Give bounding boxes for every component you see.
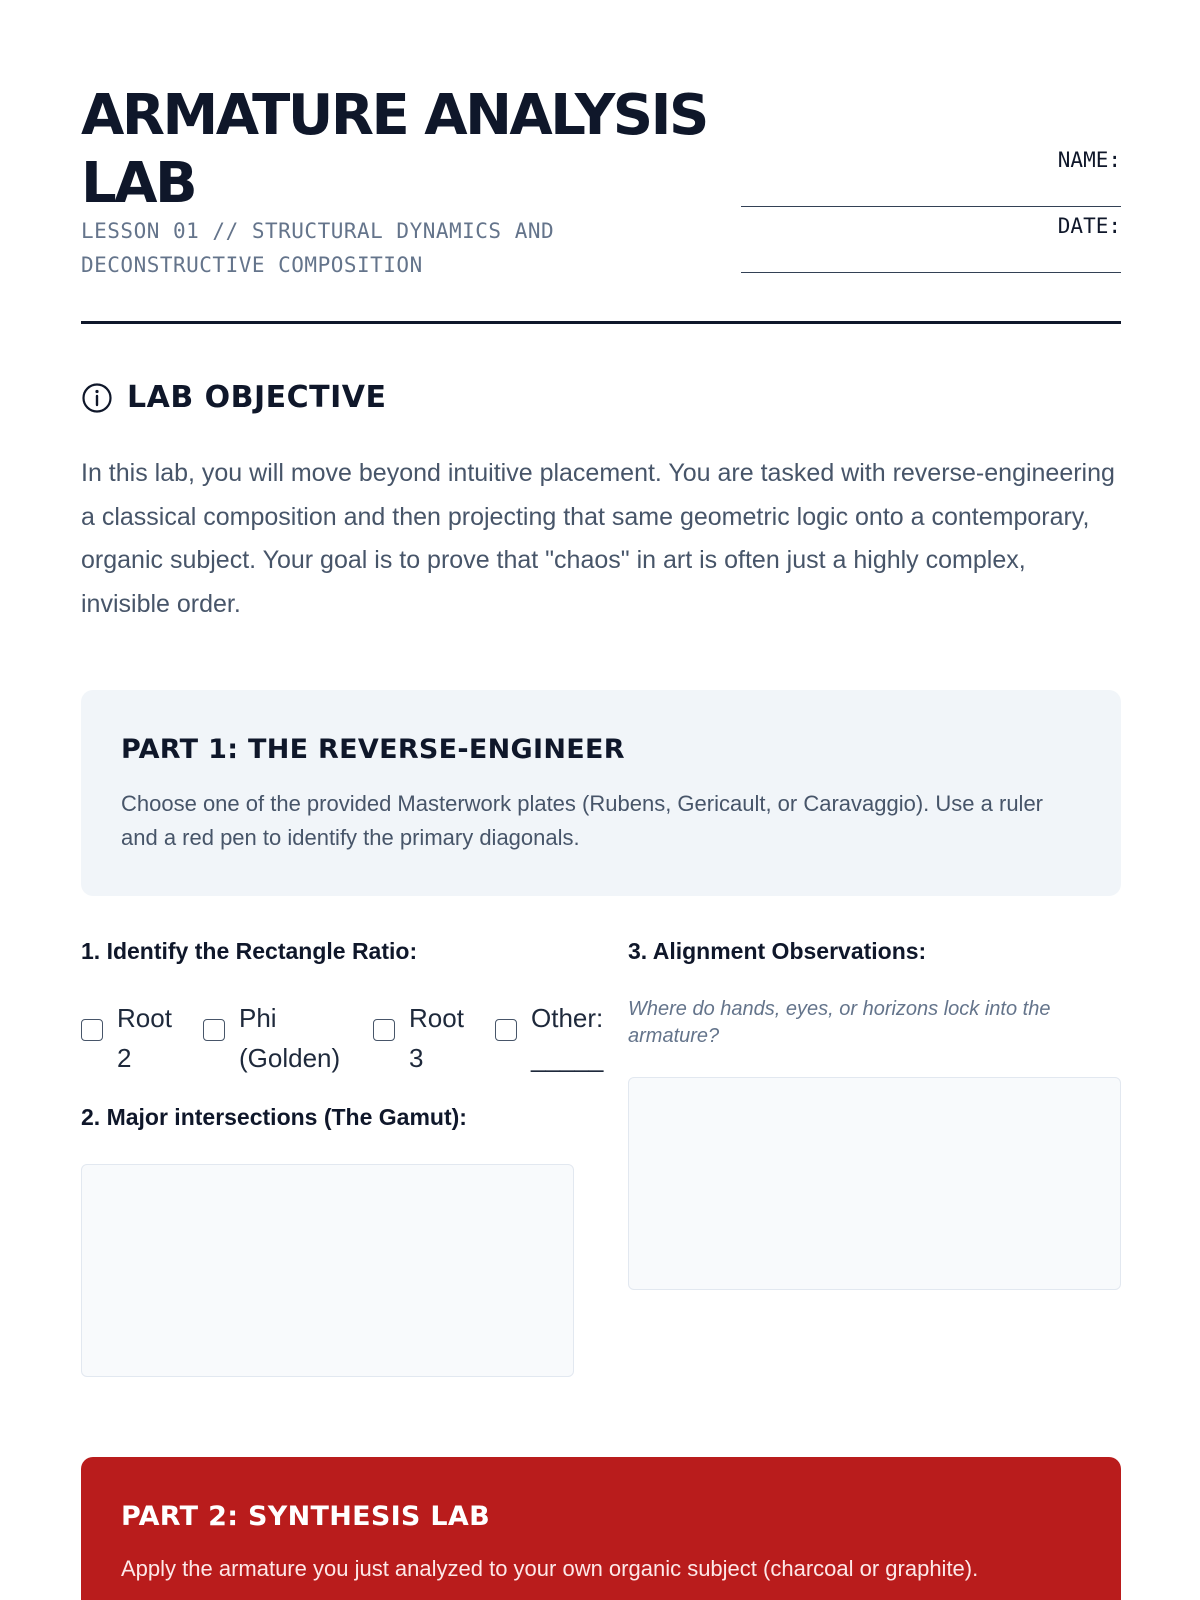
ratio-options: [81, 998, 621, 1078]
question-3-hint: Where do hands, eyes, or horizons lock into the armature?: [628, 998, 1051, 1047]
date-label: DATE:: [1057, 214, 1121, 238]
info-circle-icon: [81, 382, 113, 414]
page-title: ARMATURE ANALYSIS LAB: [81, 83, 707, 216]
question-3-label: 3. Alignment Observations:: [628, 938, 927, 964]
date-row: [741, 214, 1121, 280]
name-line[interactable]: [741, 206, 1121, 207]
part1-text: Choose one of the provided Masterwork plates (Rubens, Gericault, or Caravaggio). Use a ruler and a red pen to identify the primary diagonals.: [121, 791, 1044, 850]
option-root-3[interactable]: [373, 998, 473, 1078]
checkbox-phi-golden[interactable]: [203, 1019, 225, 1041]
date-line[interactable]: [741, 272, 1121, 273]
observations-answer-box[interactable]: [628, 1077, 1121, 1290]
checkbox-root-3[interactable]: [373, 1019, 395, 1041]
option-label: Phi (Golden): [239, 1003, 341, 1073]
part1-title: PART 1: THE REVERSE-ENGINEER: [121, 734, 625, 765]
part2-title: PART 2: SYNTHESIS LAB: [121, 1501, 490, 1532]
option-label: Root 2: [117, 1003, 172, 1073]
name-label: NAME:: [1057, 148, 1121, 172]
objective-title: LAB OBJECTIVE: [127, 380, 387, 415]
lesson-subtitle: LESSON 01 // STRUCTURAL DYNAMICS AND DECONSTRUCTIVE COMPOSITION: [81, 219, 555, 277]
name-row: [741, 148, 1121, 214]
option-root-2[interactable]: [81, 998, 181, 1078]
objective-text: In this lab, you will move beyond intuitive placement. You are tasked with reverse-engineering a classical composition and then projecting that same geometric logic onto a contemporary, organic subject. Your goal is to prove that "chaos" in art is often just a highly complex, invisible order.: [81, 459, 1115, 618]
intersections-answer-box[interactable]: [81, 1164, 574, 1377]
student-info: [741, 148, 1121, 280]
checkbox-root-2[interactable]: [81, 1019, 103, 1041]
part2-card: [81, 1457, 1121, 1600]
objective-heading: [81, 380, 387, 415]
option-label: Root 3: [409, 1003, 464, 1073]
question-1-label: 1. Identify the Rectangle Ratio:: [81, 938, 418, 964]
header-divider: [81, 321, 1121, 324]
option-other[interactable]: [495, 998, 611, 1078]
part2-text: Apply the armature you just analyzed to your own organic subject (charcoal or graphite).: [121, 1556, 979, 1581]
checkbox-other[interactable]: [495, 1019, 517, 1041]
question-2-label: 2. Major intersections (The Gamut):: [81, 1104, 467, 1130]
part1-card: [81, 690, 1121, 896]
option-phi-golden[interactable]: [203, 998, 351, 1078]
option-label: Other: _____: [531, 1003, 604, 1073]
